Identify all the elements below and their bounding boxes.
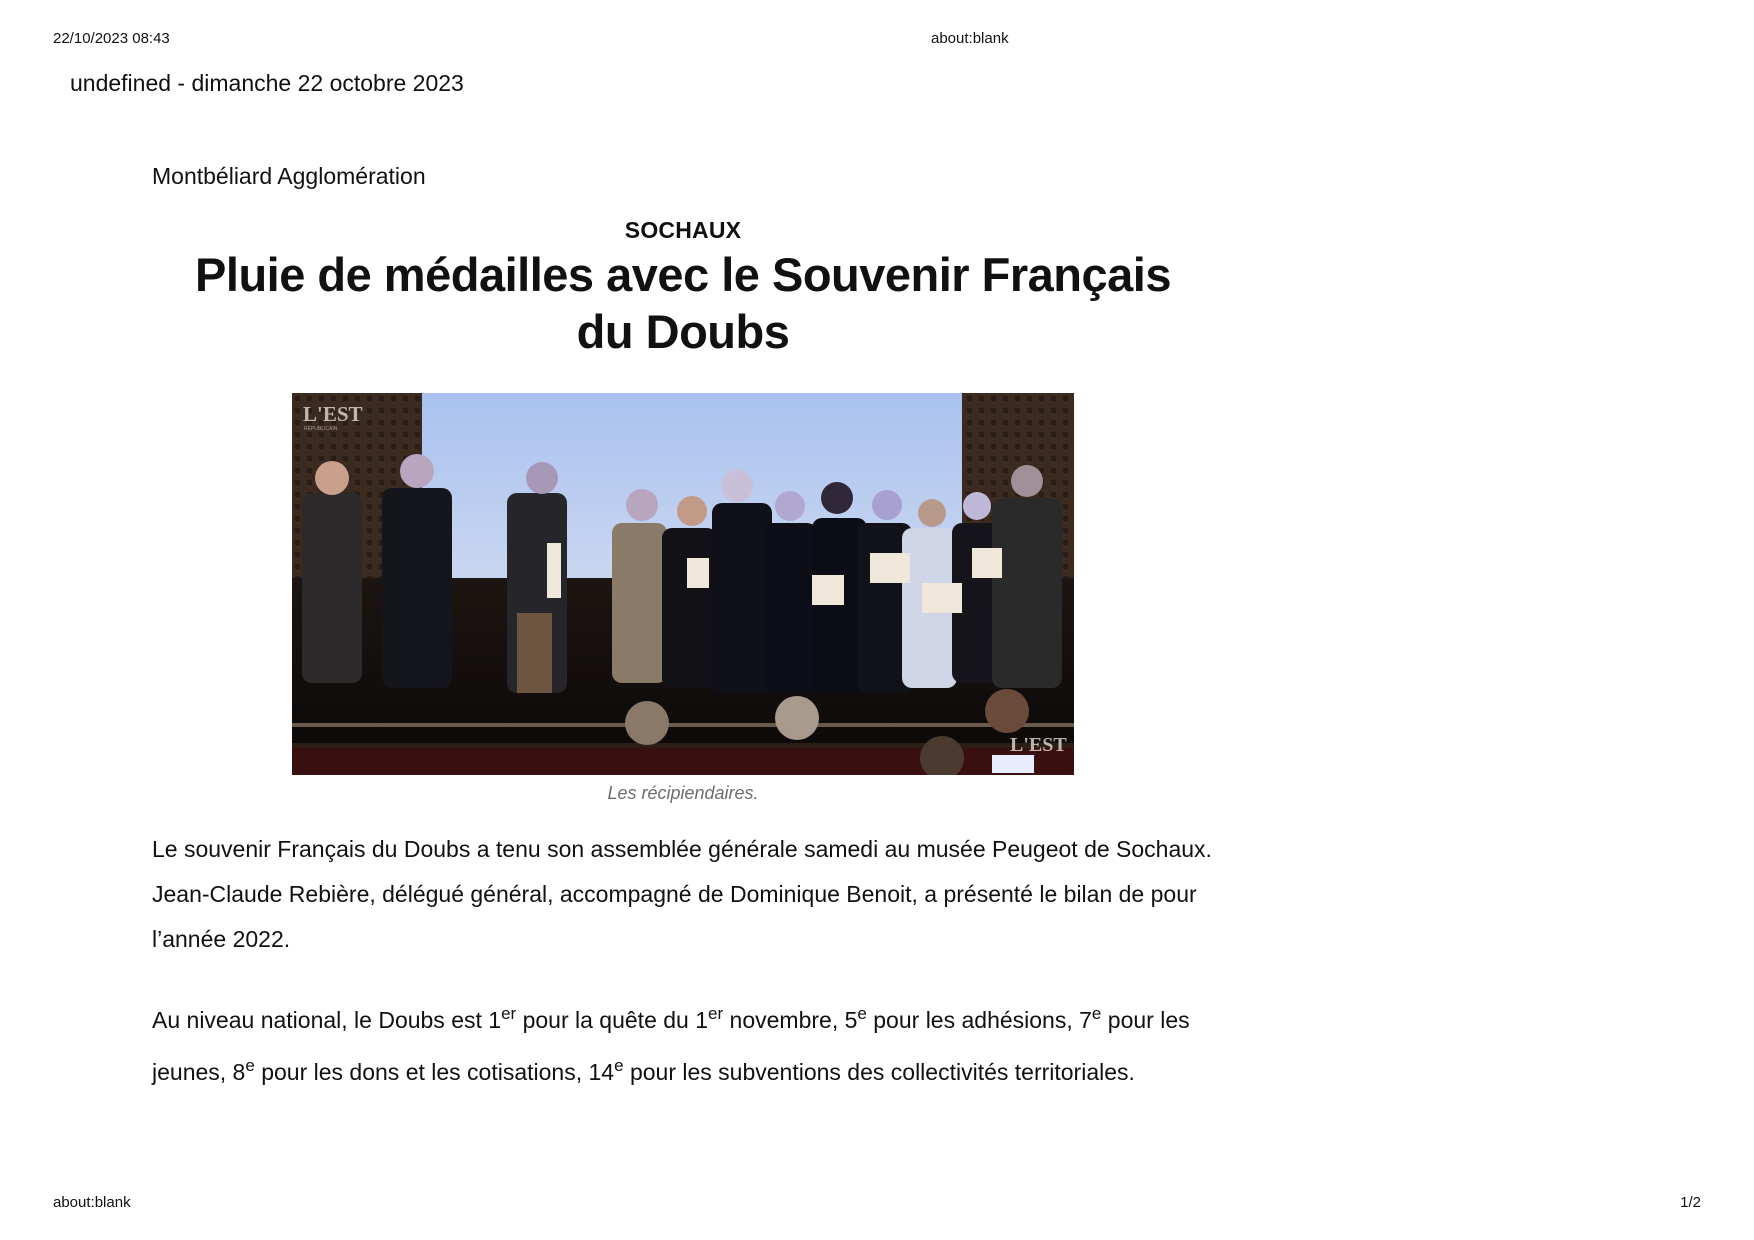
kicker-location: SOCHAUX bbox=[624, 217, 742, 243]
print-url-header: about:blank bbox=[931, 30, 1009, 47]
article-photo bbox=[292, 393, 1074, 775]
photo-watermark-top: L'EST bbox=[303, 402, 363, 426]
ordinal-suffix: er bbox=[501, 1004, 517, 1023]
edition-line: undefined - dimanche 22 octobre 2023 bbox=[70, 70, 464, 96]
section-name: Montbéliard Agglomération bbox=[152, 163, 426, 189]
paragraph-2-text: Au niveau national, le Doubs est 1 bbox=[152, 1007, 502, 1033]
paragraph-2-text: pour les jeunes, 8 bbox=[152, 1007, 1190, 1085]
article-figure bbox=[292, 393, 1074, 804]
paragraph-2-text: pour les adhésions, 7 bbox=[866, 1007, 1092, 1033]
ordinal-suffix: e bbox=[245, 1056, 255, 1075]
paragraph-2-text: pour les dons et les cotisations, 14 bbox=[254, 1059, 615, 1085]
photo-watermark-bottom: L'EST bbox=[1010, 734, 1067, 756]
print-url-footer: about:blank bbox=[53, 1194, 131, 1211]
photo-phone-screen bbox=[992, 755, 1034, 773]
print-date: 22/10/2023 08:43 bbox=[53, 30, 170, 47]
article-paragraph-2 bbox=[152, 994, 1214, 1098]
article-paragraph-1: Le souvenir Français du Doubs a tenu son assemblée générale samedi au musée Peugeot de Sochaux. Jean-Claude Rebière, délégué général, accompagné de Dominique Benoit, a présenté le bilan de pour l’année 2022. bbox=[152, 836, 1212, 952]
headline-line-1: Pluie de médailles avec le Souvenir Français bbox=[195, 248, 1171, 301]
headline bbox=[152, 246, 1214, 360]
photo-watermark-top-sub: RÉPUBLICAIN bbox=[304, 426, 338, 432]
paragraph-2-text: pour la quête du 1 bbox=[516, 1007, 709, 1033]
ordinal-suffix: er bbox=[708, 1004, 724, 1023]
headline-line-2: du Doubs bbox=[576, 305, 790, 358]
ordinal-suffix: e bbox=[1091, 1004, 1102, 1023]
paragraph-2-text: pour les subventions des collectivités territoriales. bbox=[623, 1059, 1135, 1085]
article bbox=[152, 160, 1214, 1098]
photo-caption: Les récipiendaires. bbox=[607, 783, 759, 803]
paragraph-2-text: novembre, 5 bbox=[723, 1007, 858, 1033]
ordinal-suffix: e bbox=[857, 1004, 867, 1023]
ordinal-suffix: e bbox=[614, 1056, 624, 1075]
page-number: 1/2 bbox=[1680, 1194, 1701, 1211]
